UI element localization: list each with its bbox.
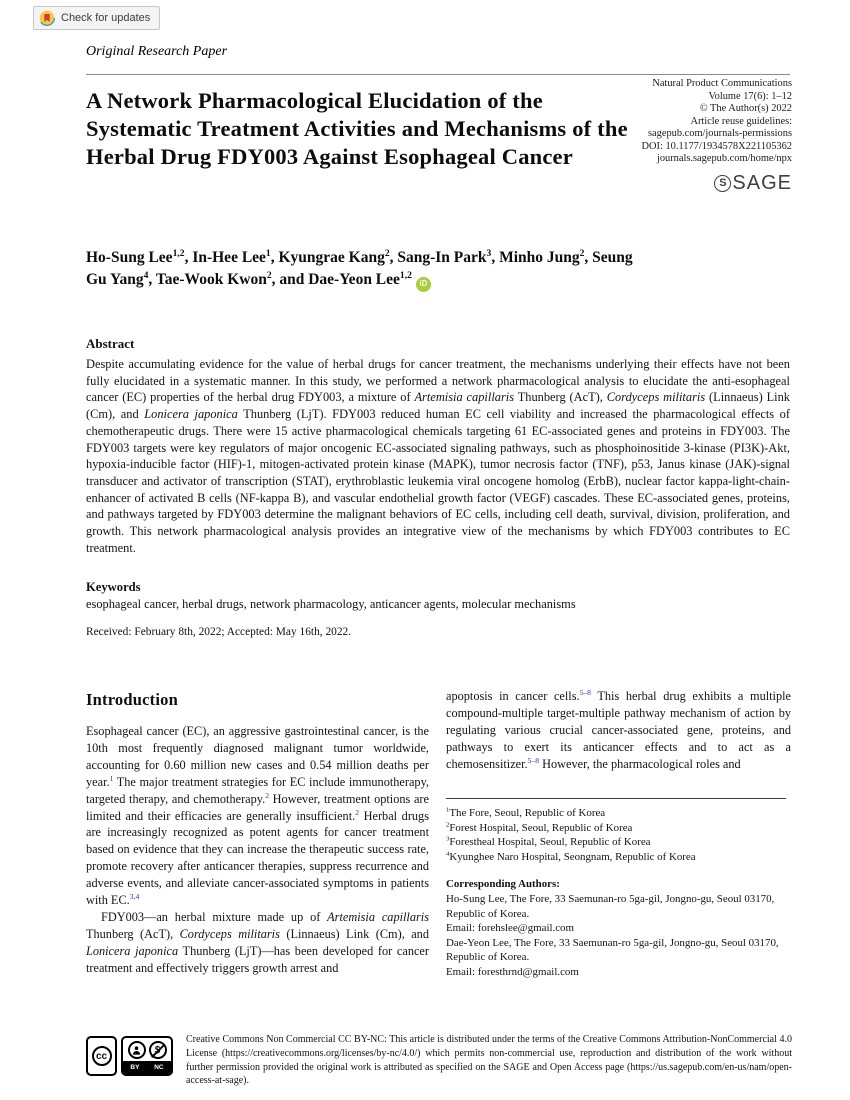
abstract-heading: Abstract bbox=[86, 336, 135, 351]
keywords-heading: Keywords bbox=[86, 580, 141, 594]
corresponding-address-2: Dae-Yeon Lee, The Fore, 33 Saemunan-ro 5ga-gil, Jongno-gu, Seoul 03170, Republic of Korea. bbox=[446, 936, 779, 964]
intro-paragraph-2: FDY003—an herbal mixture made up of Artemisia capillaris Thunberg (AcT), Cordyceps militaris (Linnaeus) Link (Cm), and Lonicera japonica Thunberg (LjT)—has been developed for cancer treatment and effectively triggers growth arrest and bbox=[86, 909, 429, 975]
cc-circle-icon: cc bbox=[92, 1046, 112, 1066]
journal-reuse-guidelines: Article reuse guidelines: bbox=[690, 115, 792, 127]
affiliation-1: $^1$The Fore, Seoul, Republic of Korea bbox=[446, 806, 606, 819]
paper-title: A Network Pharmacological Elucidation of the Systematic Treatment Activities and Mechanisms of the Herbal Drug FDY003 Against Esophageal Cancer bbox=[86, 88, 628, 169]
orcid-icon[interactable]: iD bbox=[416, 277, 431, 292]
journal-home-link[interactable]: journals.sagepub.com/home/npx bbox=[656, 153, 792, 164]
non-commercial-dollar-icon bbox=[149, 1041, 167, 1059]
abstract-body: Despite accumulating evidence for the value of herbal drugs for cancer treatment, the mechanisms underlying their effects have not been fully elucidated in a systematic manner. In this study, we performed a network pharmacological analysis to elucidate the anti-esophageal cancer (EC) properties of the herbal drug FDY003, a mixture of Artemisia capillaris Thunberg (AcT), Cordyceps militaris (Linnaeus) Link (Cm), and Lonicera japonica Thunberg (LjT). FDY003 reduced human EC cell viability and increased the pharmacological effects of chemotherapeutic drugs. There were 15 active pharmacological chemicals targeting 61 EC-associated genes and proteins in FDY003. The FDY003 targets were key regulators of major oncogenic EC-associated signaling pathways, such as phosphoinositide 3-kinase (PI3K)-Akt, hypoxia-inducible factor (HIF)-1, mitogen-activated protein kinase (MAPK), tumor necrosis factor (TNF), p53, Janus kinase (JAK)-signal transducer and activator of transcription (STAT), erythroblastic leukemia viral oncogene homolog (ErbB), nuclear factor kappa-light-chain-enhancer of activated B cells (NF-kappa B), and vascular endothelial growth factor (VEGF) cascades. These EC-associated genes, proteins, and pathways targeted by FDY003 determine the malignant behaviors of EC cells, including cell death, survival, division, proliferation, and growth. This network pharmacological analysis provides an integrative view of the mechanisms by which FDY003 contributes to EC treatment. bbox=[86, 357, 790, 555]
right-paragraph-1: apoptosis in cancer cells.$^{5-8}$ This herbal drug exhibits a multiple compound-multiple target-multiple pathway mechanism of action by regulating various crucial cancer-associated gene, proteins, and pathways to exert its anticancer effects and to act as a chemosensitizer.$^{5-8}$ However, the pharmacological roles and bbox=[446, 687, 791, 771]
cc-nc-label: NC bbox=[154, 1064, 164, 1071]
corresponding-authors-heading: Corresponding Authors: bbox=[446, 878, 560, 891]
license-text: Creative Commons Non Commercial CC BY-NC: This article is distributed under the terms of the Creative Commons Attribution-NonCommercial 4.0 License (https://creativecommons.org/licenses/by-nc/4.0/) which permits non-commercial use, reproduction and distribution of the work without further permission provided the original work is attributed as specified on the SAGE and Open Access page (https://us.sagepub.com/en-us/nam/open-access-at-sage). bbox=[186, 1034, 792, 1087]
header-divider bbox=[86, 74, 790, 75]
author-list bbox=[86, 247, 642, 292]
journal-name: Natural Product Communications bbox=[652, 78, 792, 89]
creative-commons-icons bbox=[86, 1033, 173, 1076]
sage-logo-word: SAGE bbox=[732, 171, 792, 194]
corresponding-address-1: Ho-Sung Lee, The Fore, 33 Saemunan-ro 5ga-gil, Jongno-gu, Seoul 03170, Republic of Korea. bbox=[446, 892, 775, 920]
corresponding-authors-block bbox=[446, 877, 791, 979]
journal-info bbox=[552, 78, 792, 192]
attribution-person-icon bbox=[128, 1041, 146, 1059]
cc-by-label: BY bbox=[130, 1064, 140, 1071]
affiliation-2: $^2$Forest Hospital, Seoul, Republic of Korea bbox=[446, 820, 633, 834]
journal-copyright: © The Author(s) 2022 bbox=[699, 103, 792, 114]
corresponding-email-2[interactable]: Email: foresthrnd@gmail.com bbox=[446, 965, 579, 978]
crossref-icon bbox=[39, 10, 55, 26]
left-column bbox=[86, 690, 429, 977]
introduction-heading: Introduction bbox=[86, 690, 178, 709]
sage-logo bbox=[552, 171, 792, 194]
keywords-text: esophageal cancer, herbal drugs, network pharmacology, anticancer agents, molecular mechanisms bbox=[86, 597, 576, 611]
article-type-label: Original Research Paper bbox=[86, 44, 228, 59]
cc-icon bbox=[86, 1036, 117, 1076]
check-for-updates-button[interactable] bbox=[33, 6, 160, 30]
right-column bbox=[446, 688, 791, 773]
footnote-divider bbox=[446, 798, 786, 799]
affiliation-4: $^4$Kyunghee Naro Hospital, Seongnam, Republic of Korea bbox=[446, 850, 696, 863]
journal-volume: Volume 17(6): 1–12 bbox=[708, 90, 792, 102]
corresponding-email-1[interactable]: Email: forehslee@gmail.com bbox=[446, 922, 574, 935]
affiliation-3: $^3$Forestheal Hospital, Seoul, Republic of Korea bbox=[446, 835, 651, 849]
author-names: Ho-Sung Lee$^{1,2}$, In-Hee Lee$^1$, Kyungrae Kang$^2$, Sang-In Park$^3$, Minho Jung$^2$, Seung Gu Yang$^4$, Tae-Wook Kwon$^2$, and Dae-Yeon Lee$^{1,2}$ bbox=[86, 247, 633, 288]
check-for-updates-label: Check for updates bbox=[61, 12, 151, 24]
journal-permissions-link[interactable]: sagepub.com/journals-permissions bbox=[647, 128, 792, 139]
intro-paragraph-1: Esophageal cancer (EC), an aggressive gastrointestinal cancer, is the 10th most frequently diagnosed malignant tumor worldwide, accounting for 0.60 million new cases and 0.54 million deaths per year.$^1$ The major treatment strategies for EC include immunotherapy, targeted therapy, and chemotherapy.$^2$ However, treatment options are limited and their efficacies are generally insufficient.$^2$ Herbal drugs are increasingly recognized as potent agents for cancer treatment based on evidence that they can increase the therapeutic success rate, promote recovery after anticancer therapies, suppress recurrence and adverse events, and alleviate cancer-associated symptoms in patients with EC.$^{3,4}$ bbox=[86, 724, 429, 908]
footnote-block bbox=[446, 798, 791, 980]
received-accepted-dates: Received: February 8th, 2022; Accepted: May 16th, 2022. bbox=[86, 626, 352, 638]
by-nc-icon bbox=[121, 1036, 173, 1076]
license-block bbox=[86, 1033, 792, 1088]
journal-doi[interactable]: DOI: 10.1177/1934578X221105362 bbox=[641, 140, 792, 152]
sage-logo-s-icon: S bbox=[714, 175, 731, 192]
